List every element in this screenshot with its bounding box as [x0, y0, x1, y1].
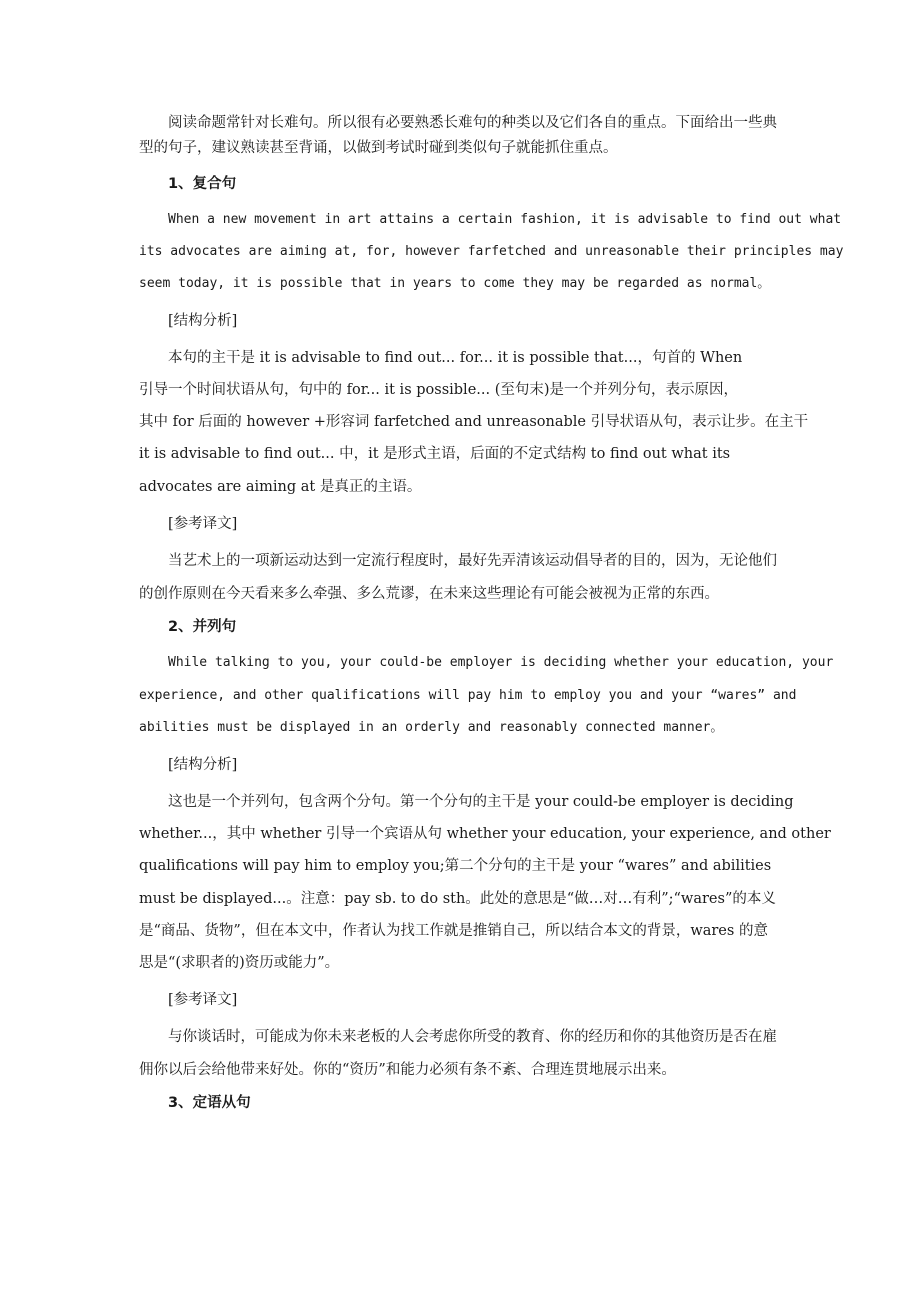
section-2-translation-label: [参考译文]	[168, 992, 238, 1008]
section-2-analysis-label: [结构分析]	[168, 757, 238, 773]
section-2-analysis-line-3: qualifications will pay him to employ you;第二个分句的主干是 your “wares” and abilities	[139, 858, 772, 874]
section-1-example-line-1: When a new movement in art attains a certain fashion, it is advisable to find out what	[168, 212, 842, 227]
section-2-analysis-line-4: must be displayed...。注意：pay sb. to do sth。此处的意思是“做…对…有利”;“wares”的本义	[139, 891, 776, 907]
section-1-translation-line-2: 的创作原则在今天看来多么牵强、多么荒谬，在未来这些理论有可能会被视为正常的东西。	[139, 586, 719, 602]
section-1-analysis-label: [结构分析]	[168, 313, 238, 329]
section-2-example-line-1: While talking to you, your could-be employer is deciding whether your education, your	[168, 655, 834, 670]
section-2-analysis-line-6: 思是“(求职者的)资历或能力”。	[139, 955, 340, 971]
section-1-translation-line-1: 当艺术上的一项新运动达到一定流行程度时，最好先弄清该运动倡导者的目的，因为，无论他们	[168, 553, 777, 569]
section-1-analysis-line-1: 本句的主干是 it is advisable to find out... for... it is possible that...，句首的 When	[168, 350, 743, 366]
section-1-analysis-line-2: 引导一个时间状语从句，句中的 for... it is possible... (至句末)是一个并列分句，表示原因，	[139, 382, 739, 398]
section-2-analysis-line-2: whether...，其中 whether 引导一个宾语从句 whether your education, your experience, and other	[139, 826, 831, 842]
section-3-heading: 3、定语从句	[168, 1095, 251, 1111]
section-2-translation-line-2: 佣你以后会给他带来好处。你的“资历”和能力必须有条不紊、合理连贯地展示出来。	[139, 1062, 676, 1078]
section-2-example-line-3: abilities must be displayed in an orderly and reasonably connected manner。	[139, 720, 724, 735]
section-1-analysis-line-4: it is advisable to find out... 中，it 是形式主语，后面的不定式结构 to find out what its	[139, 446, 731, 462]
section-1-analysis-line-5: advocates are aiming at 是真正的主语。	[139, 479, 422, 495]
section-1-example-line-3: seem today, it is possible that in years to come they may be regarded as normal。	[139, 276, 771, 291]
section-2-heading: 2、并列句	[168, 619, 237, 635]
section-2-analysis-line-5: 是“商品、货物”，但在本文中，作者认为找工作就是推销自己，所以结合本文的背景，wares 的意	[139, 923, 768, 939]
section-2-example-line-2: experience, and other qualifications will pay him to employ you and your “wares” and	[139, 688, 797, 703]
section-2-analysis-line-1: 这也是一个并列句，包含两个分句。第一个分句的主干是 your could-be employer is deciding	[168, 794, 794, 810]
section-2-translation-line-1: 与你谈话时，可能成为你未来老板的人会考虑你所受的教育、你的经历和你的其他资历是否在雇	[168, 1029, 777, 1045]
intro-line-2: 型的句子，建议熟读甚至背诵，以做到考试时碰到类似句子就能抓住重点。	[139, 140, 618, 156]
section-1-heading: 1、复合句	[168, 176, 237, 192]
intro-line-1: 阅读命题常针对长难句。所以很有必要熟悉长难句的种类以及它们各自的重点。下面给出一些典	[168, 115, 777, 131]
section-1-example-line-2: its advocates are aiming at, for, however farfetched and unreasonable their principles may	[139, 244, 844, 259]
section-1-analysis-line-3: 其中 for 后面的 however +形容词 farfetched and unreasonable 引导状语从句，表示让步。在主干	[139, 414, 809, 430]
section-1-translation-label: [参考译文]	[168, 516, 238, 532]
